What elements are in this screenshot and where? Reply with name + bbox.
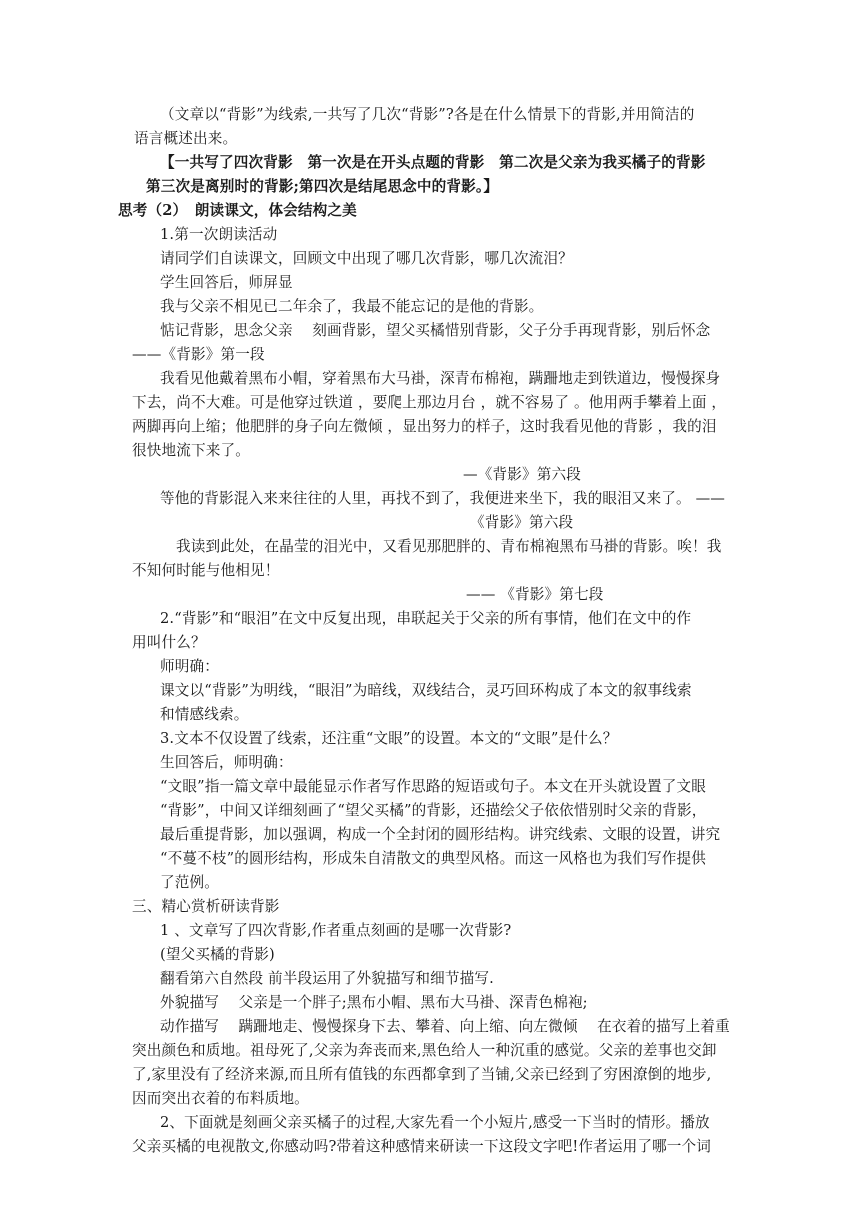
text-line: “文眼”指一篇文章中最能显示作者写作思路的短语或句子。本文在开头就设置了文眼 (160, 778, 706, 795)
text-line: 惦记背影，思念父亲 刻画背影，望父买橘惜别背影，父子分手再现背影，别后怀念 (160, 322, 711, 339)
text-line: 突出颜色和质地。祖母死了,父亲为奔丧而来,黑色给人一种沉重的感觉。父亲的差事也交卸 (132, 1042, 717, 1059)
quote-line: 下去，尚不大难。可是他穿过铁道 ，要爬上那边月台 ，就不容易了 。他用两手攀着上面 ， (132, 394, 727, 411)
quote-line: 很快地流下来了。 (132, 442, 250, 459)
text-line: 课文以“背影”为明线，“眼泪”为暗线，双线结合，灵巧回环构成了本文的叙事线索 (160, 682, 692, 699)
text-line: 1 、文章写了四次背影,作者重点刻画的是哪一次背影? (160, 922, 512, 939)
answer-bracket-line: 第三次是离别时的背影;第四次是结尾思念中的背影。】 (146, 178, 499, 195)
quote-line: 我看见他戴着黑布小帽，穿着黑布大马褂，深青布棉袍，蹒跚地走到铁道边，慢慢探身 (160, 370, 721, 387)
text-line: 请同学们自读课文，回顾文中出现了哪几次背影，哪几次流泪？ (160, 250, 573, 267)
quote-line: 我读到此处，在晶莹的泪光中，又看见那肥胖的、青布棉袍黑布马褂的背影。唉！我 (176, 538, 722, 555)
text-line: 因而突出衣着的布料质地。 (132, 1090, 309, 1107)
quote-line: 不知何时能与他相见！ (132, 562, 280, 579)
text-line: 2.“背影”和“眼泪”在文中反复出现，串联起关于父亲的所有事情，他们在文中的作 (160, 610, 692, 627)
text-line: 最后重提背影，加以强调，构成一个全封闭的圆形结构。讲究线索、文眼的设置，讲究 (160, 826, 721, 843)
quote-line: 等他的背影混入来来往往的人里，再找不到了，我便进来坐下，我的眼泪又来了。 —— (160, 490, 726, 507)
section-heading: 三、精心赏析研读背影 (132, 898, 280, 915)
text-line: （文章以“背影”为线索,一共写了几次“背影”?各是在什么情景下的背影,并用简洁的 (160, 106, 695, 123)
text-line: “不蔓不枝”的圆形结构，形成朱自清散文的典型风格。而这一风格也为我们写作提供 (160, 850, 706, 867)
text-line: 学生回答后，师屏显 (160, 274, 293, 291)
answer-bracket-line: 【一共写了四次背影 第一次是在开头点题的背影 第二次是父亲为我买橘子的背影 (160, 154, 706, 171)
section-heading: 思考（2） 朗读课文，体会结构之美 (118, 202, 357, 219)
citation: ——《背影》第一段 (132, 346, 265, 363)
text-line: 和情感线索。 (160, 706, 249, 723)
text-line: 外貌描写 父亲是一个胖子;黑布小帽、黑布大马褂、深青色棉袍; (160, 994, 588, 1011)
citation: —《背影》第六段 (463, 466, 581, 483)
text-line: 翻看第六自然段 前半段运用了外貌描写和细节描写. (160, 970, 494, 987)
text-line: 了范例。 (160, 874, 219, 891)
text-line: 用叫什么？ (132, 634, 206, 651)
text-line: 2、下面就是刻画父亲买橘子的过程,大家先看一个小短片,感受一下当时的情形。播放 (160, 1114, 710, 1131)
quote-line: 我与父亲不相见已二年余了，我最不能忘记的是他的背影。 (160, 298, 544, 315)
text-line: “背影”，中间又详细刻画了“望父买橘”的背影，还描绘父子依依惜别时父亲的背影， (160, 802, 707, 819)
text-line: 师明确： (160, 658, 219, 675)
text-line: 动作描写 蹒跚地走、慢慢探身下去、攀着、向上缩、向左微倾 在衣着的描写上着重 (160, 1018, 730, 1035)
text-line: 语言概述出来。 (134, 130, 238, 147)
text-line: 了,家里没有了经济来源,而且所有值钱的东西都拿到了当铺,父亲已经到了穷困潦倒的地步, (132, 1066, 712, 1083)
citation: —— 《背影》第七段 (466, 586, 604, 603)
text-line: 1.第一次朗读活动 (160, 226, 278, 243)
text-line: 父亲买橘的电视散文,你感动吗?带着这种感情来研读一下这段文字吧!作者运用了哪一个词 (132, 1138, 712, 1155)
citation: 《背影》第六段 (470, 514, 574, 531)
text-line: 生回答后，师明确： (160, 754, 293, 771)
text-line: (望父买橘的背影) (160, 946, 275, 963)
quote-line: 两脚再向上缩；他肥胖的身子向左微倾 ，显出努力的样子，这时我看见他的背影 ，我的泪 (132, 418, 717, 435)
text-line: 3.文本不仅设置了线索，还注重“文眼”的设置。本文的“文眼”是什么？ (160, 730, 618, 747)
